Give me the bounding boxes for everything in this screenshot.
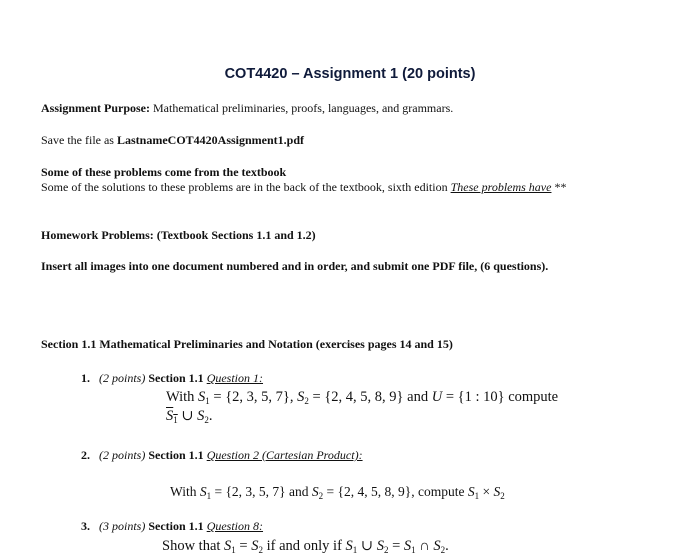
- q2-sub: 2: [500, 491, 505, 501]
- q3-sub: 1: [352, 545, 358, 555]
- q1-text-a: With: [166, 389, 199, 405]
- q3-var-s: S: [251, 538, 259, 554]
- question-1-points: (2 points): [99, 371, 146, 385]
- q2-times: ×: [479, 484, 494, 499]
- q1-text-c: = {2, 4, 5, 8, 9} and: [308, 389, 432, 405]
- question-3-points: (3 points): [99, 519, 146, 533]
- q1-var-s: S: [197, 408, 205, 424]
- q3-sub: 2: [383, 545, 389, 555]
- question-1-header: [81, 371, 263, 386]
- q1-sub: 2: [204, 415, 209, 425]
- q1-sub: 1: [173, 415, 178, 425]
- textbook-note-link[interactable]: These problems have: [450, 180, 552, 194]
- question-2-number: 2.: [81, 448, 90, 462]
- question-1-body-line1: [166, 389, 558, 406]
- section-heading: Section 1.1 Mathematical Preliminaries and Notation (exercises pages 14 and 15): [41, 337, 453, 351]
- page-title: COT4420 – Assignment 1 (20 points): [224, 66, 476, 82]
- homework-heading: Homework Problems: (Textbook Sections 1.1 and 1.2): [41, 228, 316, 242]
- q1-var-s: S: [166, 408, 174, 424]
- q1-var-s: S: [198, 389, 206, 405]
- q3-var-s: S: [403, 538, 412, 554]
- q3-eq: =: [388, 538, 404, 554]
- q1-text-d: = {1 : 10} compute: [442, 389, 559, 405]
- q3-var-s: S: [345, 538, 353, 554]
- q1-sub: 2: [304, 396, 309, 406]
- q1-complement: [166, 408, 178, 424]
- q2-var-s: S: [493, 484, 501, 499]
- question-2-points: (2 points): [99, 448, 146, 462]
- purpose-text: Mathematical preliminaries, proofs, languages, and grammars.: [150, 101, 454, 115]
- question-3-section-ref: Section 1.1: [145, 519, 207, 533]
- textbook-heading: Some of these problems come from the textbook: [41, 165, 287, 179]
- q3-end: .: [445, 538, 449, 554]
- question-3-link[interactable]: Question 8:: [206, 519, 264, 533]
- q3-eq: =: [235, 538, 252, 554]
- q1-sub: 1: [205, 396, 210, 406]
- q3-sub: 1: [411, 545, 416, 555]
- textbook-note: [41, 180, 566, 195]
- q2-var-s: S: [311, 484, 319, 499]
- q1-union: ∪: [177, 408, 198, 424]
- q2-sub: 1: [206, 491, 212, 501]
- question-2-link[interactable]: Question 2 (Cartesian Product):: [206, 448, 363, 462]
- question-3-number: 3.: [81, 519, 90, 533]
- q1-end: .: [208, 408, 213, 424]
- q2-sub: 2: [318, 491, 324, 501]
- q3-intersect: ∩: [415, 538, 434, 554]
- q3-sub: 1: [231, 545, 236, 555]
- q3-var-s: S: [224, 538, 232, 554]
- q3-union: ∪: [357, 538, 377, 554]
- q2-var-s: S: [467, 484, 475, 499]
- q3-sub: 2: [258, 545, 263, 555]
- q3-sub: 2: [440, 545, 446, 555]
- question-2-section-ref: Section 1.1: [145, 448, 207, 462]
- q2-var-s: S: [199, 484, 207, 499]
- question-2-body: [170, 484, 505, 500]
- q3-var-s: S: [376, 538, 384, 554]
- q3-var-s: S: [433, 538, 441, 554]
- textbook-note-marker: **: [551, 180, 567, 194]
- q1-var-s: S: [297, 389, 305, 405]
- insert-instructions: Insert all images into one document numbered and in order, and submit one PDF file, (6 questions).: [41, 259, 549, 273]
- q3-text-b: if and only if: [262, 538, 346, 554]
- q1-var-u: U: [431, 389, 443, 405]
- purpose-label: Assignment Purpose:: [41, 101, 151, 115]
- question-1-link[interactable]: Question 1:: [206, 371, 264, 385]
- question-3-body: [162, 538, 449, 555]
- q2-text-c: = {2, 4, 5, 8, 9}, compute: [323, 484, 468, 499]
- assignment-purpose: [41, 101, 453, 116]
- save-prefix: Save the file as: [41, 133, 117, 147]
- save-filename: LastnameCOT4420Assignment1.pdf: [116, 133, 305, 147]
- question-1-number: 1.: [81, 371, 90, 385]
- question-1-section-ref: Section 1.1: [145, 371, 207, 385]
- question-3-header: [81, 519, 263, 534]
- q2-text-a: With: [170, 484, 200, 499]
- q3-text-a: Show that: [162, 538, 225, 554]
- question-1-body-line2: [166, 408, 213, 425]
- q2-text-b: = {2, 3, 5, 7} and: [211, 484, 312, 499]
- save-instructions: [41, 133, 304, 148]
- question-2-header: [81, 448, 363, 463]
- q2-sub: 1: [474, 491, 480, 501]
- textbook-note-text: Some of the solutions to these problems are in the back of the textbook, sixth edition: [41, 180, 451, 194]
- q1-text-b: = {2, 3, 5, 7},: [209, 389, 298, 405]
